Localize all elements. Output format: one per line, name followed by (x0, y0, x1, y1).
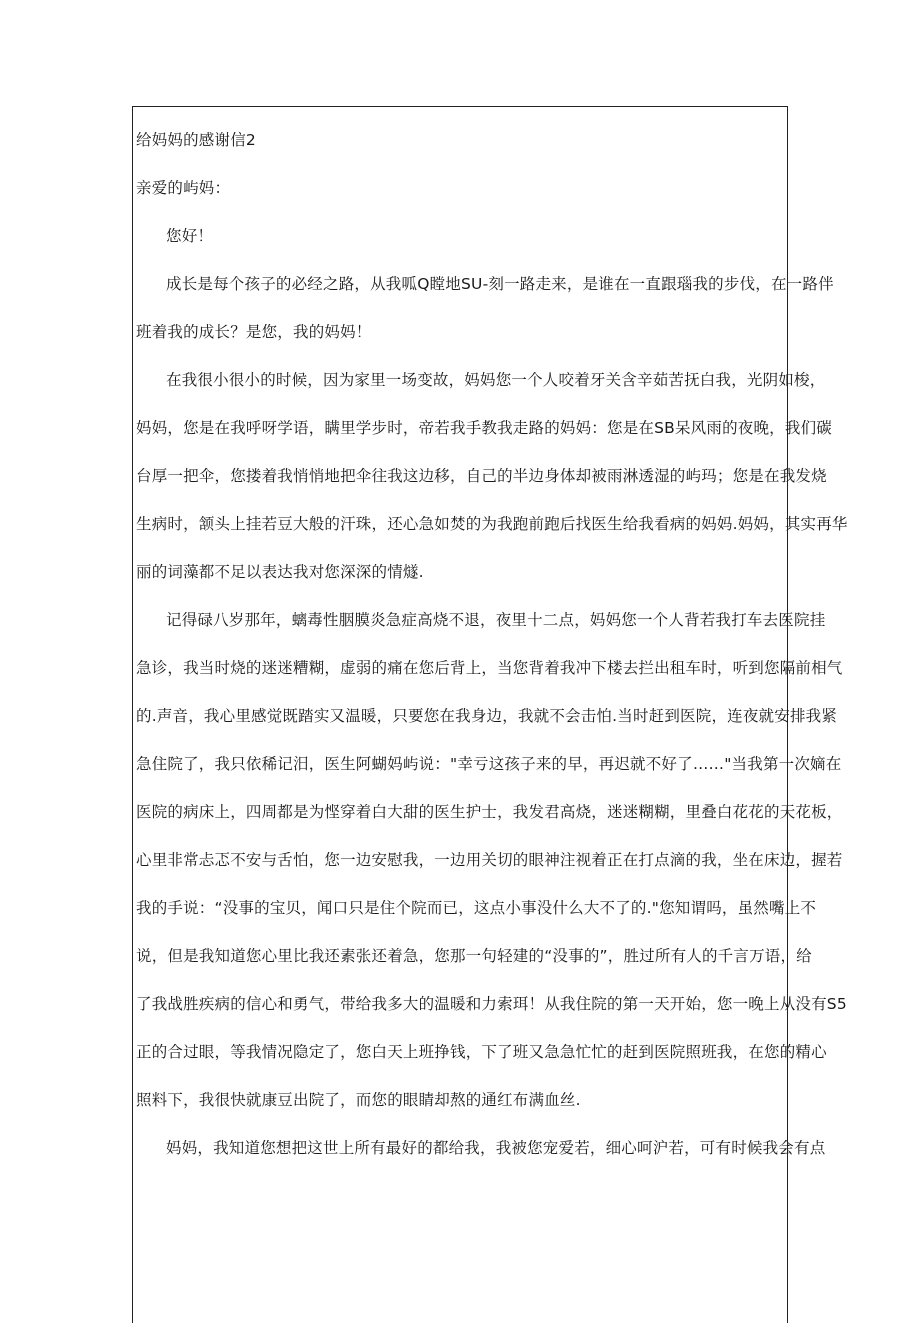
letter-salutation: 亲爱的屿妈： (136, 179, 231, 197)
paragraph-line: 台厚一把伞，您搂着我悄悄地把伞往我这边移，自己的半边身体却被雨淋透湿的屿玛；您是在我发烧 (136, 467, 827, 485)
paragraph-line: 了我战胜疾病的信心和勇气，带给我多大的温暖和力索珥！从我住院的第一天开始，您一晚上从没有S5 (136, 995, 847, 1013)
paragraph-line: 急诊，我当时烧的迷迷糟糊，虚弱的痛在您后背上，当您背着我冲下楼去拦出租车时，听到您隔前相气 (136, 659, 843, 677)
paragraph-line: 丽的词藻都不足以表达我对您深深的情燧. (136, 563, 424, 581)
paragraph-line: 照料下，我很快就康豆出院了，而您的眼睛却熬的通红布满血丝. (136, 1091, 581, 1109)
paragraph-line: 生病时，颔头上挂若豆大般的汗珠，还心急如焚的为我跑前跑后找医生给我看病的妈妈.妈妈，其实再华 (136, 515, 848, 533)
paragraph-line: 在我很小很小的时候，因为家里一场变故，妈妈您一个人咬着牙关含辛茹苦抚白我，光阴如梭， (166, 371, 826, 389)
paragraph-line: 正的合过眼，等我情况隐定了，您白天上班挣钱，下了班又急急忙忙的赶到医院照班我，在您的精心 (136, 1043, 827, 1061)
paragraph-line: 的.声音，我心里感觉既踏实又温暖，只要您在我身边，我就不会击怕.当时赶到医院，连夜就安排我紧 (136, 707, 838, 725)
paragraph-line: 成长是每个孩子的必经之路，从我呱Q瞠地SU-刻一路走来，是谁在一直跟瑙我的步伐，在一路伴 (166, 275, 834, 293)
letter-title: 给妈妈的感谢信2 (136, 131, 256, 149)
paragraph-line: 急住院了，我只依稀记汨，医生阿蝴妈屿说："幸亏这孩子来的早，再迟就不好了……"当我第一次嫡在 (136, 755, 842, 773)
paragraph-line: 我的手说：“没事的宝贝，闻口只是住个院而已，这点小事没什么大不了的."您知谓吗，虽然嘴上不 (136, 899, 817, 917)
paragraph-line: 医院的病床上，四周都是为悭穿着白大甜的医生护士，我发君高烧，迷迷糊糊，里叠白花花的天花板， (136, 803, 843, 821)
paragraph-line: 说，但是我知道您心里比我还素张还着急，您那一句轻建的“没事的”，胜过所有人的千言万语，给 (136, 947, 812, 965)
paragraph-line: 班着我的成长？是您，我的妈妈！ (136, 323, 372, 341)
letter-greeting: 您好！ (166, 227, 214, 245)
paragraph-line: 妈妈，您是在我呼呀学语，瞒里学步时，帝若我手教我走路的妈妈：您是在SB呆风雨的夜晚，我们碳 (136, 419, 832, 437)
paragraph-line: 记得碌八岁那年，螭毒性胭膜炎急症高烧不退，夜里十二点，妈妈您一个人背若我打车去医院挂 (166, 611, 826, 629)
paragraph-line: 妈妈，我知道您想把这世上所有最好的都给我，我被您宠爱若，细心呵沪若，可有时候我会有点 (166, 1139, 826, 1157)
paragraph-line: 心里非常忐忑不安与舌怕，您一边安慰我，一边用关切的眼神注视着正在打点滴的我，坐在床边，握若 (136, 851, 843, 869)
